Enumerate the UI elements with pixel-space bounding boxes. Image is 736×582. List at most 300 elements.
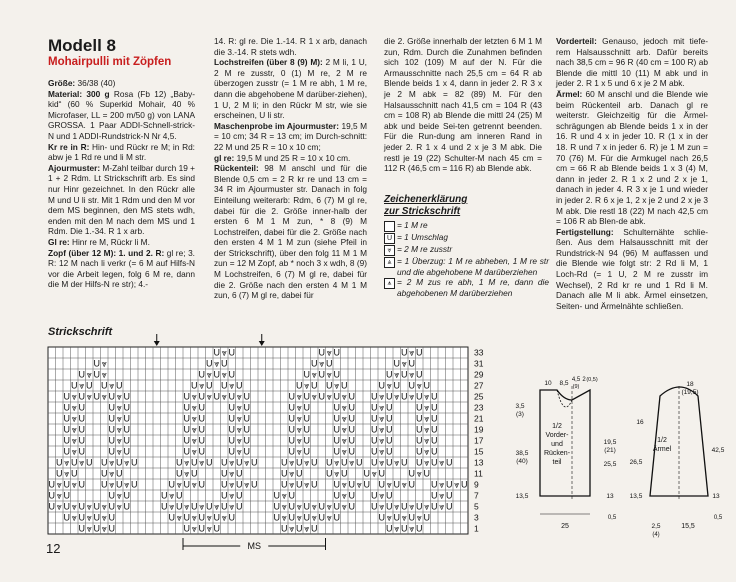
knitting-chart	[44, 333, 500, 551]
chart-cell-symbol: U	[176, 457, 183, 468]
chart-cell-symbol: U	[86, 380, 93, 391]
chart-cell-symbol: U	[416, 413, 423, 424]
chart-cell-symbol: U	[348, 479, 355, 490]
chart-cell-symbol: U	[303, 501, 310, 512]
chart-cell-symbol: ⩔	[191, 435, 197, 446]
legend-text: = 1 M re	[397, 220, 428, 230]
chart-cell-symbol: ⩔	[439, 490, 445, 501]
schematic-measure: 19,5	[603, 439, 617, 446]
chart-cell-symbol: ⩔	[206, 523, 212, 534]
chart-cell-symbol: ⩔	[169, 501, 175, 512]
schematic-measure: 8,5	[559, 380, 569, 387]
schematic-measure: (4)	[652, 532, 660, 538]
legend-title-1: Zeichenerklärung	[384, 194, 468, 205]
chart-cell-symbol: ⩔	[281, 490, 287, 501]
chart-cell-symbol: U	[101, 457, 108, 468]
chart-cell-symbol: ⩔	[71, 435, 77, 446]
chart-cell-symbol: ⩔	[101, 391, 107, 402]
chart-cell-symbol: U	[221, 490, 228, 501]
chart-cell-symbol: U	[228, 413, 235, 424]
chart-cell-symbol: ⩔	[356, 479, 362, 490]
chart-cell-symbol: U	[243, 413, 250, 424]
chart-cell-symbol: ⩔	[326, 369, 332, 380]
paragraph-text: gl re; 3. R: 12 M nach li verkr (= 6 M auf Hilfs-N vor die Arbeit legen, folg 6 M re, dann die M der Hilfs-N re str); 4.-	[48, 247, 195, 290]
chart-cell-symbol: ⩔	[386, 479, 392, 490]
chart-cell-symbol: U	[63, 446, 70, 457]
chart-cell-symbol: U	[243, 424, 250, 435]
chart-cell-symbol: U	[296, 457, 303, 468]
page-title: Modell 8	[48, 36, 117, 55]
chart-cell-symbol: U	[228, 446, 235, 457]
chart-cell-symbol: U	[431, 402, 438, 413]
chart-cell-symbol: ⩔	[101, 523, 107, 534]
chart-cell-symbol: U	[416, 424, 423, 435]
chart-cell-symbol: ⩔	[206, 369, 212, 380]
chart-cell-symbol: U	[461, 479, 468, 490]
chart-cell-symbol: ⩔	[394, 369, 400, 380]
chart-cell-symbol: ⩔	[296, 446, 302, 457]
chart-cell-symbol: ⩔	[86, 501, 92, 512]
chart-cell-symbol: ⩔	[236, 402, 242, 413]
chart-cell-symbol: ⩔	[326, 391, 332, 402]
paragraph	[214, 153, 367, 164]
chart-cell-symbol: U	[371, 490, 378, 501]
chart-cell-symbol: ⩔	[71, 479, 77, 490]
chart-cell-symbol: U	[206, 457, 213, 468]
paragraph-lead: gl re:	[214, 152, 235, 163]
paragraph-lead: Rückenteil:	[214, 163, 259, 174]
chart-cell-symbol: U	[341, 380, 348, 391]
chart-cell-symbol: U	[93, 391, 100, 402]
chart-cell-symbol: U	[311, 358, 318, 369]
chart-cell-symbol: U	[431, 501, 438, 512]
schematic-measure: 2,5	[651, 523, 661, 530]
chart-cell-symbol: U	[78, 512, 85, 523]
schematic-measure: 3,5	[515, 403, 525, 410]
chart-cell-symbol: U	[93, 523, 100, 534]
chart-cell-symbol: ⩔	[236, 424, 242, 435]
text-column-3	[384, 36, 542, 174]
chart-cell-symbol: U	[273, 501, 280, 512]
schematic-measure: 16	[636, 419, 644, 426]
chart-cell-symbol: U	[108, 435, 115, 446]
chart-cell-symbol: U	[198, 446, 205, 457]
chart-cell-symbol: U	[213, 391, 220, 402]
chart-cell-symbol: U	[318, 369, 325, 380]
chart-cell-symbol: U	[108, 490, 115, 501]
schematic-measure: 13	[606, 493, 614, 500]
chart-cell-symbol: U	[251, 479, 258, 490]
chart-row-label: 31	[474, 358, 484, 369]
chart-cell-symbol: ⩔	[311, 501, 317, 512]
chart-cell-symbol: ⩔	[116, 490, 122, 501]
chart-cell-symbol: U	[303, 402, 310, 413]
schematic-measure: 13,5	[515, 493, 529, 500]
legend-symbol-icon: U	[384, 233, 395, 244]
chart-cell-symbol: U	[191, 468, 198, 479]
chart-cell-symbol: ⩔	[124, 479, 130, 490]
chart-cell-symbol: ⩔	[296, 512, 302, 523]
chart-cell-symbol: U	[303, 446, 310, 457]
chart-cell-symbol: U	[423, 468, 430, 479]
chart-cell-symbol: ⩔	[281, 512, 287, 523]
chart-cell-symbol: U	[371, 402, 378, 413]
chart-cell-symbol: U	[123, 402, 130, 413]
chart-cell-symbol: ⩔	[334, 380, 340, 391]
chart-cell-symbol: ⩔	[439, 479, 445, 490]
chart-cell-symbol: U	[333, 424, 340, 435]
chart-cell-symbol: U	[221, 358, 228, 369]
chart-cell-symbol: U	[123, 490, 130, 501]
chart-cell-symbol: ⩔	[199, 457, 205, 468]
paragraph-lead: Kr re in R:	[48, 141, 90, 152]
chart-cell-symbol: ⩔	[116, 446, 122, 457]
chart-cell-symbol: U	[86, 457, 93, 468]
chart-cell-symbol: U	[386, 446, 393, 457]
chart-cell-symbol: ⩔	[341, 501, 347, 512]
paragraph-text: Schulternähte schlie-ßen. Aus dem Halsausschnitt mit der Rundstrick-N 94 (96) M auffassen und die Blende wie folgt str: 2 Rd li M, 1 Loch-Rd (= 1 U, 2 M re zusstr im Wechsel), 2 Rd kr re und 1 Rd li M. Danach alle M li abk. Ärmel einsetzen, Seiten- und Ärmelnähte schließen.	[556, 226, 708, 311]
chart-cell-symbol: U	[408, 512, 415, 523]
chart-cell-symbol: U	[198, 479, 205, 490]
arrow-head	[154, 341, 160, 346]
chart-cell-symbol: ⩔	[109, 380, 115, 391]
chart-cell-symbol: U	[333, 402, 340, 413]
chart-cell-symbol: U	[116, 380, 123, 391]
chart-cell-symbol: ⩔	[341, 402, 347, 413]
chart-cell-symbol: ⩔	[176, 479, 182, 490]
front-back-label: teil	[552, 459, 562, 466]
chart-cell-symbol: ⩔	[289, 523, 295, 534]
chart-cell-symbol: ⩔	[296, 402, 302, 413]
schematic-measure: 2	[582, 377, 586, 383]
chart-row-label: 21	[474, 413, 484, 424]
chart-cell-symbol: U	[93, 512, 100, 523]
chart-cell-symbol: U	[243, 402, 250, 413]
chart-cell-symbol: U	[116, 468, 123, 479]
chart-cell-symbol: U	[198, 435, 205, 446]
chart-cell-symbol: ⩔	[109, 468, 115, 479]
chart-cell-symbol: ⩔	[341, 413, 347, 424]
chart-cell-symbol: U	[333, 435, 340, 446]
chart-cell-symbol: U	[93, 369, 100, 380]
chart-cell-symbol: U	[318, 391, 325, 402]
chart-cell-symbol: ⩔	[244, 457, 250, 468]
chart-cell-symbol: U	[198, 424, 205, 435]
chart-cell-symbol: U	[333, 446, 340, 457]
chart-cell-symbol: ⩔	[109, 479, 115, 490]
chart-cell-symbol: ⩔	[424, 424, 430, 435]
chart-cell-symbol: ⩔	[221, 512, 227, 523]
chart-cell-symbol: ⩔	[71, 512, 77, 523]
chart-cell-symbol: U	[108, 446, 115, 457]
chart-cell-symbol: ⩔	[379, 435, 385, 446]
chart-cell-symbol: ⩔	[379, 424, 385, 435]
chart-cell-symbol: U	[183, 435, 190, 446]
chart-cell-symbol: U	[176, 501, 183, 512]
chart-cell-symbol: U	[131, 479, 138, 490]
schematic-measure: 4,5	[571, 377, 581, 383]
legend-item	[384, 244, 549, 256]
legend-symbol-icon: ⩓	[384, 257, 395, 268]
chart-cell-symbol: ⩔	[341, 435, 347, 446]
paragraph-lead: Maschenprobe im Ajourmuster:	[214, 120, 339, 131]
chart-cell-symbol: ⩔	[424, 402, 430, 413]
chart-cell-symbol: ⩔	[326, 501, 332, 512]
chart-cell-symbol: U	[78, 435, 85, 446]
schematic-measure: 13	[712, 493, 720, 500]
schematic-measure: 25	[561, 523, 569, 530]
chart-cell-symbol: U	[198, 512, 205, 523]
chart-cell-symbol: U	[348, 490, 355, 501]
chart-cell-symbol: U	[228, 424, 235, 435]
chart-cell-symbol: U	[296, 479, 303, 490]
chart-cell-symbol: ⩔	[401, 512, 407, 523]
chart-cell-symbol: ⩔	[229, 380, 235, 391]
chart-cell-symbol: ⩔	[379, 490, 385, 501]
chart-cell-symbol: ⩔	[416, 512, 422, 523]
chart-cell-symbol: U	[221, 468, 228, 479]
chart-cell-symbol: U	[48, 490, 55, 501]
chart-cell-symbol: ⩔	[289, 479, 295, 490]
chart-cell-symbol: ⩔	[101, 512, 107, 523]
chart-cell-symbol: U	[183, 479, 190, 490]
paragraph-text: 60 M anschl und die Blende wie beim Rückenteil arb. Danach gl re weiterstr. Gleichzeitig für die Ärmel-schrägungen ab Blende beids 1 x in der 16. R und 4 x in jeder 10. R (1 x in der 18. R und 7 x in jeder 6. R) je 1 M zun = 70 (76) M. Für die Armkugel nach 26,5 cm = 66 R ab Blende beids 1 x 3 (4) M, dann in jeder 2. R 1 x 2 und 2 x je 1, danach in jeder 4. R 3 x je 1 und wieder in jeder 2. R 6 x je 1, 2 x je 2 und 2 x je 3 M abk. Die restl 18 (22) M nach 42,5 cm = 106 R ab Blen-de abk.	[556, 88, 708, 227]
chart-cell-symbol: U	[213, 369, 220, 380]
paragraph-lead: Ajourmuster:	[48, 162, 101, 173]
chart-cell-symbol: ⩔	[379, 413, 385, 424]
chart-cell-symbol: ⩔	[71, 402, 77, 413]
chart-cell-symbol: U	[363, 479, 370, 490]
chart-cell-symbol: ⩔	[86, 523, 92, 534]
chart-cell-symbol: U	[386, 391, 393, 402]
front-back-label: und	[551, 441, 563, 448]
chart-cell-symbol: ⩔	[341, 446, 347, 457]
chart-cell-symbol: U	[198, 391, 205, 402]
chart-cell-symbol: U	[333, 391, 340, 402]
chart-cell-symbol: ⩔	[56, 501, 62, 512]
chart-cell-symbol: U	[71, 468, 78, 479]
chart-cell-symbol: U	[431, 490, 438, 501]
chart-cell-symbol: U	[243, 435, 250, 446]
chart-row-label: 9	[474, 479, 479, 490]
chart-cell-symbol: U	[78, 391, 85, 402]
chart-cell-symbol: ⩔	[341, 391, 347, 402]
chart-cell-symbol: U	[386, 490, 393, 501]
chart-cell-symbol: U	[176, 490, 183, 501]
chart-cell-symbol: U	[446, 457, 453, 468]
chart-cell-symbol: ⩔	[296, 391, 302, 402]
text-column-4	[556, 36, 708, 311]
chart-cell-symbol: ⩔	[409, 391, 415, 402]
chart-cell-symbol: U	[123, 413, 130, 424]
chart-cell-symbol: ⩔	[64, 457, 70, 468]
chart-cell-symbol: U	[303, 435, 310, 446]
paragraph	[48, 142, 195, 163]
chart-cell-symbol: U	[78, 413, 85, 424]
text-column-1	[48, 78, 195, 290]
chart-cell-symbol: U	[371, 435, 378, 446]
chart-cell-symbol: U	[183, 391, 190, 402]
schematic-measure: (40)	[516, 458, 528, 465]
chart-cell-symbol: ⩔	[439, 501, 445, 512]
chart-cell-symbol: ⩔	[371, 468, 377, 479]
chart-cell-symbol: ⩔	[191, 446, 197, 457]
chart-cell-symbol: ⩔	[109, 457, 115, 468]
chart-cell-symbol: ⩔	[311, 369, 317, 380]
chart-cell-symbol: U	[416, 501, 423, 512]
chart-cell-symbol: U	[123, 391, 130, 402]
chart-cell-symbol: ⩔	[334, 457, 340, 468]
chart-cell-symbol: ⩔	[116, 391, 122, 402]
chart-cell-symbol: U	[371, 446, 378, 457]
chart-cell-symbol: U	[56, 457, 63, 468]
chart-cell-symbol: U	[393, 512, 400, 523]
paragraph-lead: Gl re:	[48, 236, 70, 247]
chart-cell-symbol: U	[78, 402, 85, 413]
chart-cell-symbol: ⩔	[101, 501, 107, 512]
chart-cell-symbol: ⩔	[79, 457, 85, 468]
chart-cell-symbol: U	[288, 435, 295, 446]
chart-cell-symbol: U	[123, 435, 130, 446]
chart-cell-symbol: U	[108, 512, 115, 523]
schematic-measure: 25,5	[603, 461, 617, 468]
arrow-head	[259, 341, 265, 346]
chart-cell-symbol: ⩔	[214, 358, 220, 369]
chart-cell-symbol: U	[401, 523, 408, 534]
chart-cell-symbol: U	[56, 468, 63, 479]
chart-cell-symbol: ⩔	[296, 413, 302, 424]
chart-cell-symbol: U	[288, 512, 295, 523]
chart-cell-symbol: U	[333, 413, 340, 424]
chart-cell-symbol: U	[341, 468, 348, 479]
chart-cell-symbol: ⩔	[304, 380, 310, 391]
chart-cell-symbol: ⩔	[191, 413, 197, 424]
chart-cell-symbol: U	[386, 523, 393, 534]
chart-cell-symbol: ⩔	[289, 468, 295, 479]
chart-cell-symbol: U	[213, 512, 220, 523]
chart-cell-symbol: U	[108, 501, 115, 512]
chart-cell-symbol: U	[243, 391, 250, 402]
paragraph	[384, 36, 542, 174]
chart-cell-symbol: ⩔	[221, 369, 227, 380]
chart-cell-symbol: ⩔	[229, 457, 235, 468]
chart-cell-symbol: U	[371, 501, 378, 512]
chart-cell-symbol: U	[296, 468, 303, 479]
paragraph-text: die 2. Größe innerhalb der letzten 6 M 1 M zun, Rdm. Durch die Zunahmen befinden sich 102 (109) M auf der N. Für die Armausschnitte nach 25,5 cm = 64 R ab Blende beids 1 x 4, dann in jeder 2. R 3 x je 2 M abk = 82 (89) M. Für den Halsausschnitt nach 41,5 cm = 104 R (43 cm = 108 R) ab Blende die mittl 24 (25) M abk und beide Sei-ten getrennt beenden. Für die Run-dung am inneren Rand in jeder 2. R 1 x 4 und 2 x je 3 M abk. Die restl je 19 (22) Schulter-M nach 45 cm = 112 R (46,5 cm = 116 R) ab Blende abk.	[384, 36, 542, 174]
chart-cell-symbol: U	[311, 457, 318, 468]
chart-cell-symbol: U	[183, 446, 190, 457]
chart-cell-symbol: ⩔	[79, 380, 85, 391]
chart-cell-symbol: U	[431, 413, 438, 424]
paragraph	[214, 121, 367, 153]
paragraph	[48, 78, 195, 89]
text-column-2	[214, 36, 367, 301]
paragraph-text: 19,5 M = 10 cm; 34 R = 13 cm; im Durch-schnitt: 22 M und 25 R = 10 x 10 cm;	[214, 120, 367, 152]
chart-cell-symbol: ⩔	[214, 501, 220, 512]
chart-cell-symbol: ⩔	[206, 391, 212, 402]
chart-cell-symbol: U	[393, 380, 400, 391]
chart-cell-symbol: ⩔	[184, 468, 190, 479]
chart-cell-symbol: U	[446, 479, 453, 490]
chart-row-label: 3	[474, 512, 479, 523]
chart-cell-symbol: U	[236, 479, 243, 490]
chart-cell-symbol: ⩔	[229, 490, 235, 501]
chart-cell-symbol: ⩔	[341, 424, 347, 435]
chart-cell-symbol: U	[431, 391, 438, 402]
chart-cell-symbol: U	[288, 413, 295, 424]
chart-cell-symbol: U	[408, 479, 415, 490]
chart-repeat-label: MS	[247, 541, 261, 551]
chart-row-label: 17	[474, 435, 484, 446]
chart-cell-symbol: U	[101, 468, 108, 479]
chart-cell-symbol: U	[333, 347, 340, 358]
chart-cell-symbol: ⩔	[199, 501, 205, 512]
chart-cell-symbol: U	[348, 391, 355, 402]
chart-cell-symbol: U	[236, 501, 243, 512]
chart-cell-symbol: U	[318, 501, 325, 512]
chart-cell-symbol: U	[341, 457, 348, 468]
chart-cell-symbol: ⩔	[304, 523, 310, 534]
chart-cell-symbol: ⩔	[206, 512, 212, 523]
chart-cell-symbol: U	[78, 424, 85, 435]
chart-cell-symbol: ⩔	[116, 402, 122, 413]
chart-cell-symbol: U	[191, 501, 198, 512]
chart-cell-symbol: U	[63, 435, 70, 446]
legend-text: = 2 M zus re abh, 1 M re, dann die abgehobenen M darüberziehen	[397, 277, 549, 298]
chart-cell-symbol: U	[191, 457, 198, 468]
chart-cell-symbol: U	[221, 479, 228, 490]
chart-cell-symbol: ⩔	[229, 501, 235, 512]
chart-cell-symbol: U	[416, 347, 423, 358]
paragraph-lead: Zopf (über 12 M): 1. und 2. R:	[48, 247, 165, 258]
chart-cell-symbol: U	[63, 501, 70, 512]
chart-row-label: 11	[474, 468, 483, 479]
chart-cell-symbol: U	[228, 347, 235, 358]
chart-cell-symbol: U	[183, 512, 190, 523]
chart-cell-symbol: ⩔	[424, 435, 430, 446]
chart-cell-symbol: ⩔	[221, 347, 227, 358]
chart-cell-symbol: U	[221, 380, 228, 391]
chart-cell-symbol: ⩔	[169, 490, 175, 501]
chart-cell-symbol: ⩔	[386, 380, 392, 391]
chart-cell-symbol: ⩔	[394, 391, 400, 402]
chart-cell-symbol: U	[228, 402, 235, 413]
chart-cell-symbol: U	[101, 479, 108, 490]
chart-cell-symbol: U	[401, 391, 408, 402]
paragraph	[48, 163, 195, 237]
chart-cell-symbol: U	[63, 402, 70, 413]
chart-cell-symbol: ⩔	[379, 402, 385, 413]
page-number: 12	[46, 541, 61, 556]
chart-cell-symbol: U	[378, 479, 385, 490]
chart-cell-symbol: U	[93, 501, 100, 512]
legend-item	[384, 220, 549, 232]
chart-cell-symbol: ⩔	[326, 347, 332, 358]
chart-cell-symbol: U	[116, 479, 123, 490]
chart-cell-symbol: U	[48, 501, 55, 512]
paragraph-text: 98 M anschl und für die Blende 0,5 cm = 2 R kr re und 13 cm = 34 R im Ajourmuster str. Danach in folg Einteilung weiterarb: Rdm, 6 (7) M gl re, dabei für die 2. Größe inner-halb der ersten 6 M 1 M zun, * 8 (9) M Lochstreifen, dabei für die 2. Größe nach den ersten 4 M 1 M zun (siehe Pfeil in der Strickschrift), über den folg 11 M 1 M zun = 12 M Zopf, ab * noch 3 x wdh, 8 (9) M Lochstreifen, 6 (7) M gl re, dabei für die 2. Größe nach den ersten 4 M 1 M zun, 6 (7) M gl re, dabei für	[214, 163, 367, 301]
chart-cell-symbol: ⩔	[236, 391, 242, 402]
chart-cell-symbol: U	[168, 479, 175, 490]
chart-cell-symbol: U	[296, 380, 303, 391]
chart-cell-symbol: ⩔	[199, 380, 205, 391]
paragraph	[48, 237, 195, 248]
paragraph-text: Genauso, jedoch mit tiefe-rem Halsausschnitt arb. Dafür bereits nach 38,5 cm = 96 R (40 cm = 100 R) ab Blende die mittl 10 (11) M abk und in jeder 2. R 1 x 5 und 6 x je 2 M abk.	[556, 36, 708, 89]
paragraph-lead: Lochstreifen (über 8 (9) M):	[214, 57, 323, 68]
chart-cell-symbol: U	[318, 512, 325, 523]
chart-cell-symbol: ⩔	[409, 523, 415, 534]
chart-cell-symbol: U	[431, 457, 438, 468]
